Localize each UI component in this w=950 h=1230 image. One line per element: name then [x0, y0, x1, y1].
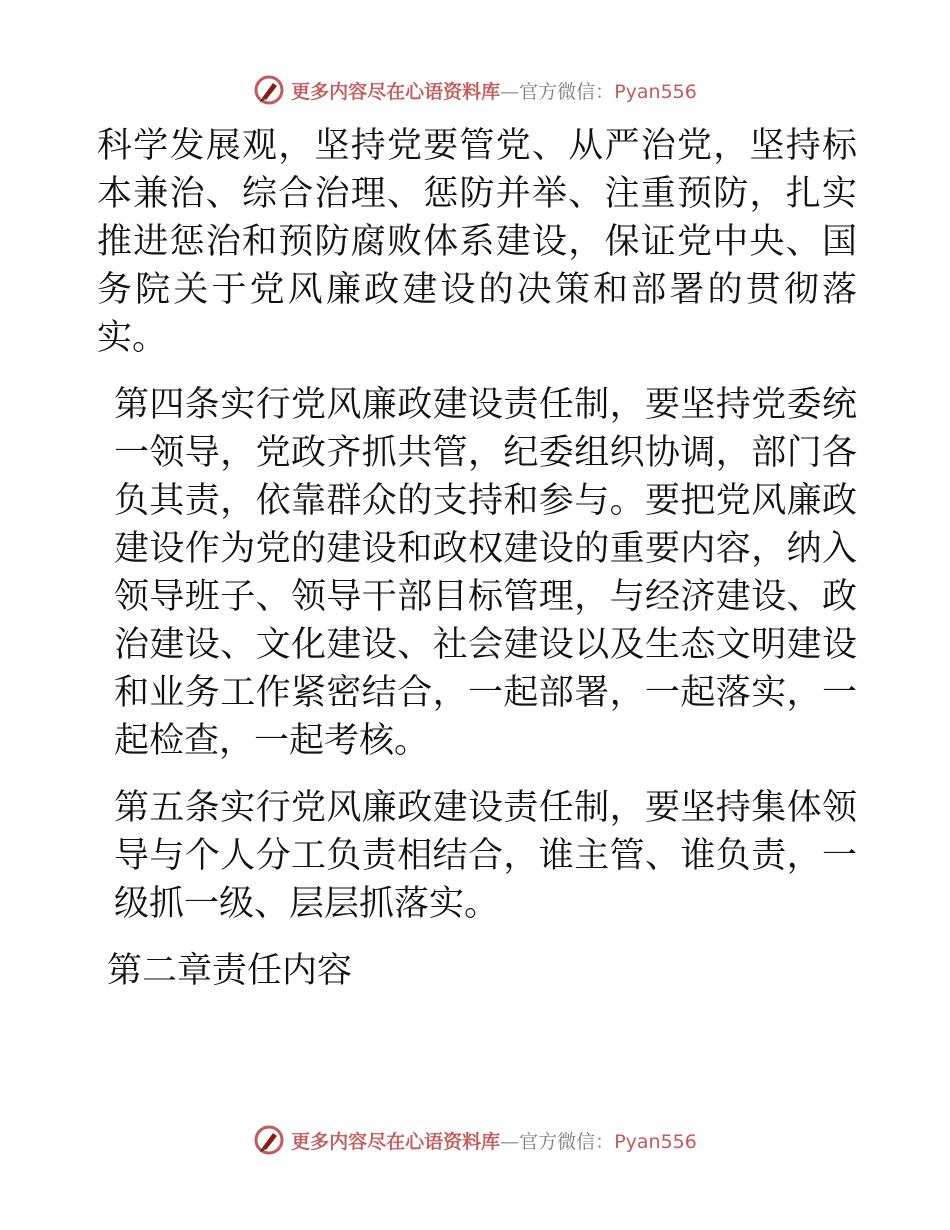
- watermark-wechat-label: 官方微信：: [519, 80, 615, 103]
- watermark-wechat-id: Pyan556: [614, 1130, 697, 1153]
- watermark-text: [291, 1127, 697, 1154]
- paragraph-article-4: 第四条实行党风廉政建设责任制，要坚持党委统一领导，党政齐抓共管，纪委组织协调，部门各负其责，依靠群众的支持和参与。要把党风廉政建设作为党的建设和政权建设的重要内容，纳入领导班子、领导干部目标管理，与经济建设、政治建设、文化建设、社会建设以及生态文明建设和业务工作紧密结合，一起部署，一起落实，一起检查，一起考核。: [114, 385, 857, 761]
- pen-circle-logo-icon: [253, 1124, 285, 1156]
- watermark-header: [0, 70, 950, 110]
- watermark-text: [291, 77, 697, 104]
- watermark-main-text: 更多内容尽在心语资料库: [291, 80, 501, 103]
- paragraph-1: 科学发展观，坚持党要管党、从严治党，坚持标本兼治、综合治理、惩防并举、注重预防，扎实推进惩治和预防腐败体系建设，保证党中央、国务院关于党风廉政建设的决策和部署的贯彻落实。: [97, 126, 857, 358]
- watermark-footer: [0, 1120, 950, 1160]
- watermark-dash: —: [500, 80, 520, 103]
- watermark-wechat-id: Pyan556: [614, 80, 697, 103]
- watermark-main-text: 更多内容尽在心语资料库: [291, 1130, 501, 1153]
- watermark-dash: —: [500, 1130, 520, 1153]
- chapter-heading: 第二章责任内容: [107, 951, 353, 991]
- pen-circle-logo-icon: [253, 74, 285, 106]
- document-body: [97, 122, 857, 995]
- paragraph-article-5: 第五条实行党风廉政建设责任制，要坚持集体领导与个人分工负责相结合，谁主管、谁负责，一级抓一级、层层抓落实。: [114, 788, 857, 924]
- watermark-wechat-label: 官方微信：: [519, 1130, 615, 1153]
